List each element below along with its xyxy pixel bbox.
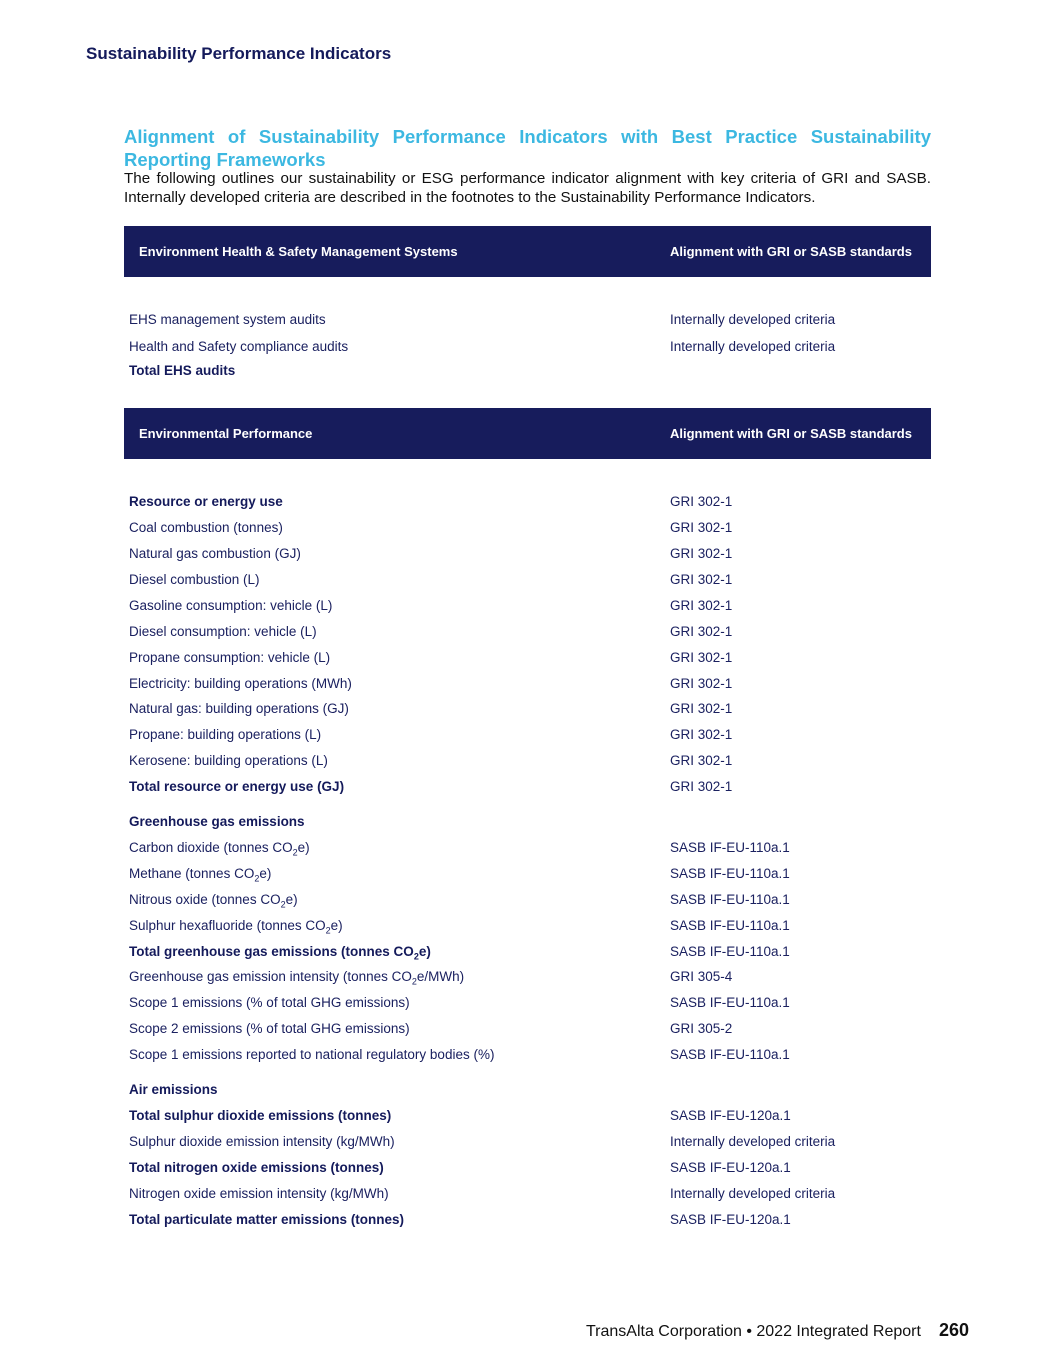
alignment-standard: SASB IF-EU-110a.1 (670, 1047, 790, 1062)
indicator-label: Total sulphur dioxide emissions (tonnes) (129, 1108, 392, 1123)
alignment-standard: GRI 302-1 (670, 779, 733, 794)
indicator-label: Resource or energy use (129, 494, 283, 509)
table-row (124, 725, 931, 745)
alignment-standard: Internally developed criteria (670, 339, 836, 354)
alignment-standard: GRI 302-1 (670, 572, 733, 587)
indicator-label: Propane consumption: vehicle (L) (129, 650, 331, 665)
indicator-label: Kerosene: building operations (L) (129, 753, 328, 768)
alignment-standard: GRI 302-1 (670, 494, 733, 509)
table-row (124, 967, 931, 987)
alignment-standard: GRI 302-1 (670, 520, 733, 535)
alignment-standard: SASB IF-EU-120a.1 (670, 1212, 791, 1227)
indicator-label: Propane: building operations (L) (129, 727, 322, 742)
alignment-standard: GRI 302-1 (670, 676, 733, 691)
indicator-label: Scope 1 emissions reported to national regulatory bodies (%) (129, 1047, 495, 1062)
indicator-label: Air emissions (129, 1082, 218, 1097)
table-row (124, 916, 931, 936)
indicator-label: Diesel consumption: vehicle (L) (129, 624, 317, 639)
alignment-standard: SASB IF-EU-110a.1 (670, 944, 790, 959)
table-row (124, 1045, 931, 1065)
table-row (124, 942, 931, 962)
indicator-label: Total nitrogen oxide emissions (tonnes) (129, 1160, 384, 1175)
table-row (124, 864, 931, 884)
indicator-label: Total EHS audits (129, 363, 236, 378)
table-row (124, 1158, 931, 1178)
ehs-header-right: Alignment with GRI or SASB standards (670, 244, 912, 259)
alignment-standard: SASB IF-EU-120a.1 (670, 1160, 791, 1175)
indicator-label: Total resource or energy use (GJ) (129, 779, 345, 794)
table-row (124, 1080, 931, 1100)
alignment-standard: SASB IF-EU-110a.1 (670, 866, 790, 881)
indicator-label: Sulphur hexafluoride (tonnes $CO_2e$) (129, 918, 343, 936)
alignment-standard: Internally developed criteria (670, 1134, 836, 1149)
indicator-label: Nitrogen oxide emission intensity (kg/MWh) (129, 1186, 389, 1201)
running-head: Sustainability Performance Indicators (86, 44, 392, 63)
table-row (124, 596, 931, 616)
indicator-label: Sulphur dioxide emission intensity (kg/MWh) (129, 1134, 395, 1149)
alignment-standard: GRI 302-1 (670, 546, 733, 561)
table-row (124, 648, 931, 668)
indicator-label: Carbon dioxide (tonnes $CO_2e$) (129, 840, 310, 858)
alignment-standard: GRI 305-4 (670, 969, 733, 984)
table-row (124, 699, 931, 719)
indicator-label: Total greenhouse gas emissions (tonnes $CO_2e$) (129, 944, 431, 962)
table-row (124, 1210, 931, 1230)
alignment-standard: SASB IF-EU-110a.1 (670, 918, 790, 933)
table-row (124, 544, 931, 564)
alignment-standard: SASB IF-EU-110a.1 (670, 892, 790, 907)
env-header-left: Environmental Performance (139, 426, 313, 441)
indicator-label: Electricity: building operations (MWh) (129, 676, 352, 691)
ehs-table-header (124, 226, 931, 277)
alignment-standard: GRI 302-1 (670, 598, 733, 613)
section-title: Alignment of Sustainability Performance Indicators with Best Practice Sustainability Reporting Frameworks (124, 126, 931, 170)
indicator-label: Health and Safety compliance audits (129, 339, 349, 354)
alignment-standard: SASB IF-EU-120a.1 (670, 1108, 791, 1123)
indicator-label: Scope 2 emissions (% of total GHG emissions) (129, 1021, 410, 1036)
alignment-standard: SASB IF-EU-110a.1 (670, 840, 790, 855)
alignment-standard: GRI 302-1 (670, 650, 733, 665)
page-footer (586, 1320, 969, 1341)
indicator-label: Natural gas: building operations (GJ) (129, 701, 349, 716)
indicator-label: Methane (tonnes $CO_2e$) (129, 866, 272, 884)
table-row (124, 812, 931, 832)
table-row (124, 1184, 931, 1204)
table-row (124, 1106, 931, 1126)
table-row (124, 361, 931, 381)
table-row (124, 622, 931, 642)
table-row (124, 310, 931, 330)
indicator-label: Natural gas combustion (GJ) (129, 546, 301, 561)
page-number: 260 (938, 1320, 969, 1340)
alignment-standard: GRI 302-1 (670, 624, 733, 639)
indicator-label: Coal combustion (tonnes) (129, 520, 283, 535)
alignment-standard: GRI 305-2 (670, 1021, 733, 1036)
env-header-right: Alignment with GRI or SASB standards (670, 426, 912, 441)
table-row (124, 337, 931, 357)
alignment-standard: GRI 302-1 (670, 753, 733, 768)
alignment-standard: SASB IF-EU-110a.1 (670, 995, 790, 1010)
table-row (124, 518, 931, 538)
table-row (124, 890, 931, 910)
table-row (124, 838, 931, 858)
alignment-standard: GRI 302-1 (670, 701, 733, 716)
indicator-label: EHS management system audits (129, 312, 326, 327)
intro-paragraph: The following outlines our sustainability or ESG performance indicator alignment with key criteria of GRI and SASB. Internally developed criteria are described in the footnotes to the Sustainability Performance Indicators. (124, 170, 931, 206)
table-row (124, 674, 931, 694)
table-row (124, 993, 931, 1013)
alignment-standard: GRI 302-1 (670, 727, 733, 742)
ehs-header-left: Environment Health & Safety Management Systems (139, 244, 458, 259)
table-row (124, 751, 931, 771)
table-row (124, 570, 931, 590)
footer-report-title: TransAlta Corporation • 2022 Integrated Report (585, 1323, 921, 1340)
indicator-label: Gasoline consumption: vehicle (L) (129, 598, 333, 613)
indicator-label: Greenhouse gas emissions (129, 814, 305, 829)
alignment-standard: Internally developed criteria (670, 312, 836, 327)
table-row (124, 1019, 931, 1039)
indicator-label: Greenhouse gas emission intensity (tonnes $CO_2e/MWh$) (129, 969, 465, 987)
env-table-header (124, 408, 931, 459)
indicator-label: Diesel combustion (L) (129, 572, 260, 587)
table-row (124, 777, 931, 797)
indicator-label: Scope 1 emissions (% of total GHG emissions) (129, 995, 410, 1010)
indicator-label: Total particulate matter emissions (tonnes) (129, 1212, 405, 1227)
alignment-standard: Internally developed criteria (670, 1186, 836, 1201)
table-row (124, 1132, 931, 1152)
indicator-label: Nitrous oxide (tonnes $CO_2e$) (129, 892, 298, 910)
table-row (124, 492, 931, 512)
